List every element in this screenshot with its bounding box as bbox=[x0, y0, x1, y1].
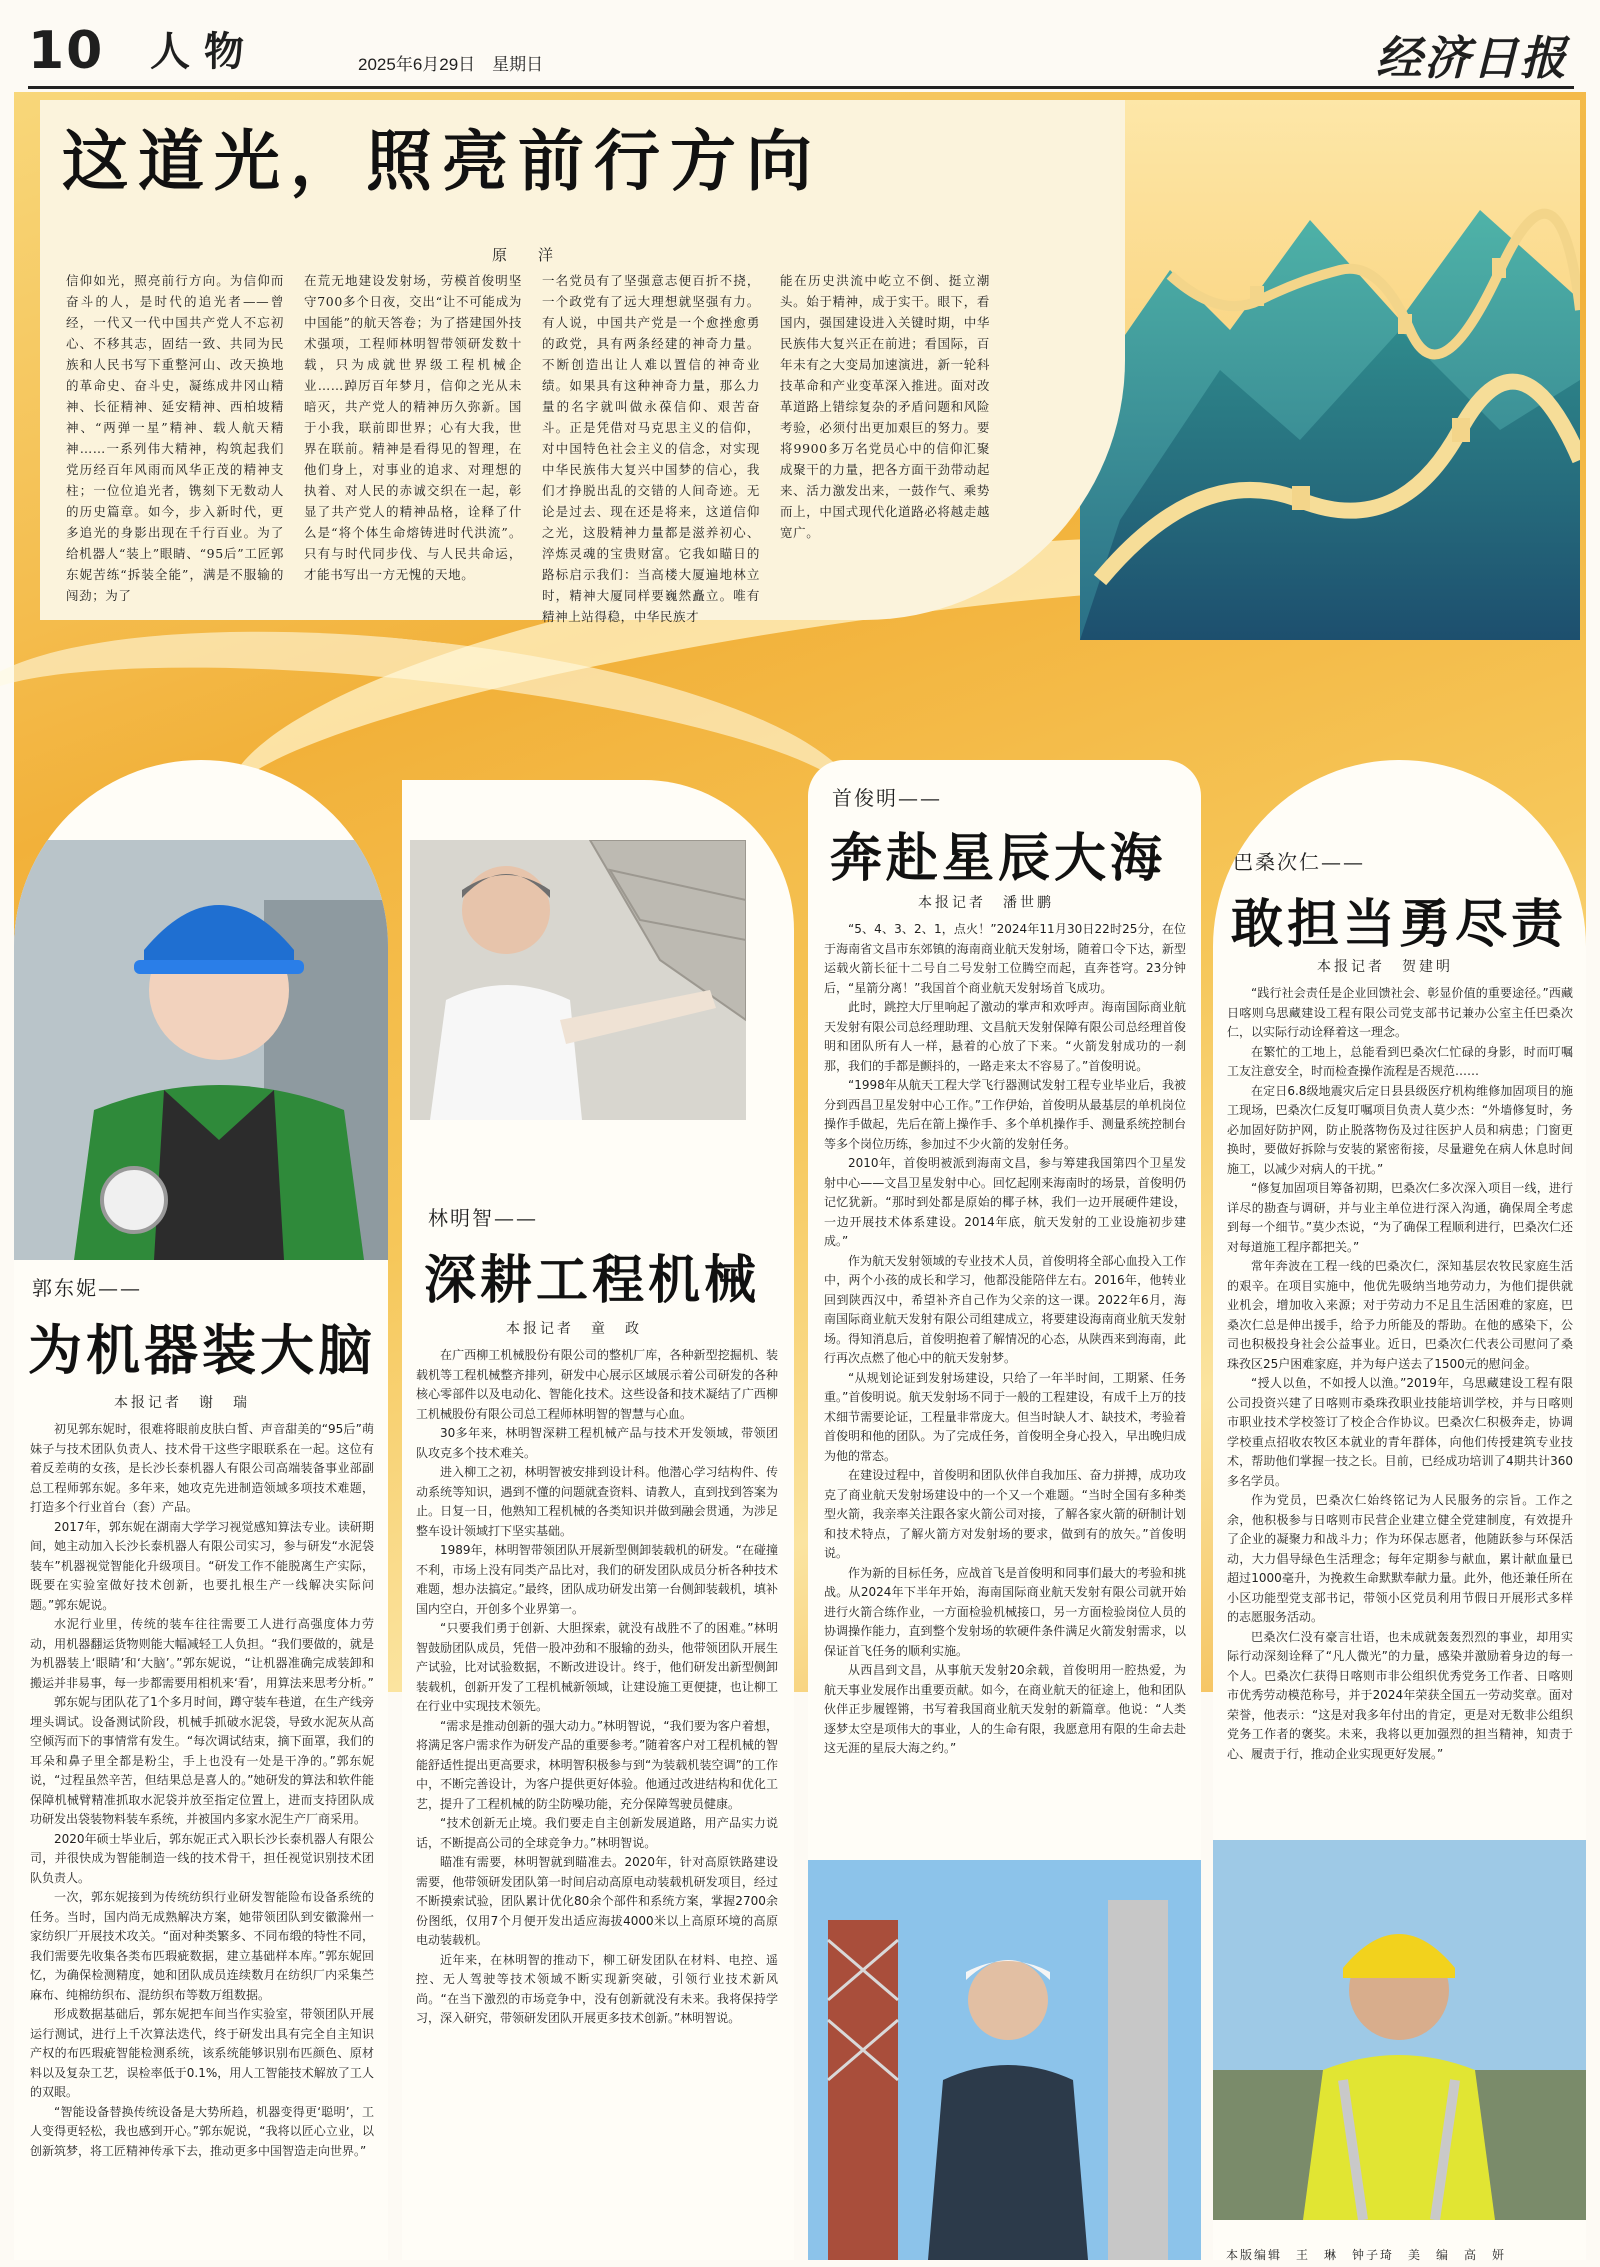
paragraph: 巴桑次仁没有豪言壮语，也未成就轰轰烈烈的事业，却用实际行动深刻诠释了“凡人微光”的力量，感染并激励着身边的每一个人。巴桑次仁获得日喀则市非公组织优秀党务工作者、日喀则市优秀劳动模范称号，并于2024年荣获全国五一劳动奖章。面对荣誉，他表示：“这是对我多年付出的肯定，更是对无数非公组织党务工作者的褒奖。未来，我将以更加强烈的担当精神，知责于心、履责于行，推动企业实现更好发展。” bbox=[1227, 1629, 1573, 1761]
publication-date: 2025年6月29日 星期日 bbox=[358, 55, 544, 74]
article-kicker: 郭东妮—— bbox=[32, 1276, 142, 1300]
paragraph: 水泥行业里，传统的装车往往需要工人进行高强度体力劳动，用机器翻运货物则能大幅减轻工人负担。“我们要做的，就是为机器装上‘眼睛’和‘大脑’。”郭东妮说，“让机器准确完成装卸和搬运并非易事，每一步都需要用相机来‘看’，用算法来思考分析。” bbox=[30, 1617, 374, 1690]
paragraph: 在广西柳工机械股份有限公司的整机厂库，各种新型挖掘机、装载机等工程机械整齐排列，研发中心展示区域展示着公司研发的各种核心零部件以及电动化、智能化技术。这些设备和技术凝结了广西柳工机械股份有限公司总工程师林明智的智慧与心血。 bbox=[416, 1348, 778, 1421]
paragraph: 近年来，在林明智的推动下，柳工研发团队在材料、电控、遥控、无人驾驶等技术领域不断实现新突破，引领行业技术新风尚。“在当下激烈的市场竞争中，没有创新就没有未来。我将保持学习，深入研究，带领研发团队开展更多技术创新。”林明智说。 bbox=[416, 1952, 778, 2025]
article-lin-mingzhi bbox=[402, 780, 794, 2260]
great-wall-illustration bbox=[1080, 100, 1580, 640]
paragraph: 作为新的目标任务，应战首飞是首俊明和同事们最大的考验和挑战。从2024年下半年开始，海南国际商业航天发射有限公司就开始进行火箭合练作业，一方面检验机械接口，另一方面检验岗位人员的协调操作能力，直到整个发射场的软硬件条件满足火箭发射需求，以保证首飞任务的顺利实施。 bbox=[824, 1565, 1186, 1658]
paragraph: 2020年硕士毕业后，郭东妮正式入职长沙长泰机器人有限公司，并很快成为智能制造一线的技术骨干，担任视觉识别技术团队负责人。 bbox=[30, 1831, 374, 1885]
paragraph: 在繁忙的工地上，总能看到巴桑次仁忙碌的身影，时而叮嘱工友注意安全，时而检查操作流程是否规范…… bbox=[1227, 1044, 1573, 1078]
lead-column-1: 信仰如光，照亮前行方向。为信仰而奋斗的人，是时代的追光者——曾经，一代又一代中国共产党人不忘初心、不移其志，固结一致、共同为民族和人民书写下重整河山、改天换地的革命史、奋斗史，凝练成井冈山精神、长征精神、延安精神、西柏坡精神、“两弹一星”精神、载人航天精神……一系列伟大精神，构筑起我们党历经百年风雨而风华正茂的精神支柱；一位位追光者，镌刻下无数动人的历史篇章。如今，步入新时代，更多追光的身影出现在千行百业。为了给机器人“装上”眼睛、“95后”工匠郭东妮苦练“拆装全能”，满是不服输的闯劲；为了 bbox=[66, 273, 284, 603]
paragraph: 初见郭东妮时，很难将眼前皮肤白皙、声音甜美的“95后”萌妹子与技术团队负责人、技术骨干这些字眼联系在一起。这位有着反差萌的女孩，是长沙长泰机器人有限公司高端装备事业部副总工程师郭东妮。多年来，她攻克先进制造领域多项技术难题，打造多个行业首台（套）产品。 bbox=[30, 1422, 374, 1514]
newspaper-masthead: 经济日报 bbox=[1376, 31, 1568, 85]
lead-column-4: 能在历史洪流中屹立不倒、挺立潮头。始于精神，成于实干。眼下，看国内，强国建设进入关键时期，中华民族伟大复兴正在前进；看国际，百年未有之大变局加速演进，新一轮科技革命和产业变革深入推进。面对改革道路上错综复杂的矛盾问题和风险考验，必须付出更加艰巨的努力。要将9900多万名党员心中的信仰汇聚成聚干的力量，把各方面干劲带动起来、活力激发出来，一鼓作气、乘势而上，中国式现代化道路必将越走越宽广。 bbox=[780, 273, 990, 540]
paragraph: 在建设过程中，首俊明和团队伙伴自我加压、奋力拼搏，成功攻克了商业航天发射场建设中的一个又一个难题。“当时全国有多种类型火箭，我亲率关注跟各家火箭公司对接，了解各家火箭的研制计划和技术特点，了解火箭方对发射场的要求，做到有的放矢。”首俊明说。 bbox=[824, 1468, 1186, 1560]
paragraph: 郭东妮与团队花了1个多月时间，蹲守装车巷道，在生产线旁埋头调试。设备测试阶段，机械手抓破水泥袋，导致水泥灰从高空倾泻而下的事情常有发生。“每次调试结束，摘下面罩，我们的耳朵和鼻子里全都是粉尘，手上也没有一处是干净的。”郭东妮说，“过程虽然辛苦，但结果总是喜人的。”她研发的算法和软件能保障机械臂精准抓取水泥袋并放至指定位置上，进而支持团队成功研发出袋装物料装车系统，并被国内多家水泥生产厂商采用。 bbox=[30, 1695, 374, 1826]
launch-site-photo bbox=[808, 1860, 1201, 2260]
page-number: 10 bbox=[28, 21, 105, 81]
paragraph: 进入柳工之初，林明智被安排到设计科。他潜心学习结构件、传动系统等知识，遇到不懂的问题就查资料、请教人，直到找到答案为止。日复一日，他熟知工程机械的各类知识并做到融会贯通，为涉足整车设计领域打下坚实基础。 bbox=[416, 1465, 778, 1538]
paragraph: “需求是推动创新的强大动力。”林明智说，“我们要为客户着想，将满足客户需求作为研发产品的重要参考。”随着客户对工程机械的智能舒适性提出更高要求，林明智积极参与到“为装载机装空调”的工作中，不断完善设计，为客户提供更好体验。他通过改进结构和优化工艺，提升了工程机械的防尘防噪功能，充分保障驾驶员健康。 bbox=[416, 1718, 778, 1811]
article-byline: 本报记者 谢 瑞 bbox=[114, 1395, 250, 1411]
article-guo-dongni bbox=[14, 760, 388, 2260]
paragraph: 一次，郭东妮接到为传统纺织行业研发智能险布设备系统的任务。当时，国内尚无成熟解决方案，她带领团队到安徽滁州一家纺织厂开展技术攻关。“面对种类繁多、不同布缎的特性不同，我们需要先收集各类布匹瑕疵数据，建立基础样本库。”郭东妮回忆，为确保检测精度，她和团队成员连续数月在纺织厂内采集苎麻布、纯棉纺织布、混纺织布等数万组数据。 bbox=[30, 1890, 374, 2002]
article-body bbox=[1227, 984, 1573, 1764]
engineer-portrait-photo bbox=[410, 840, 746, 1120]
paragraph: 此时，跳控大厅里响起了激动的掌声和欢呼声。海南国际商业航天发射有限公司总经理助理、文昌航天发射保障有限公司总经理首俊明和团队所有人一样，悬着的心放了下来。“火箭发射成功的一刹那，我们的手都是颤抖的，一路走来太不容易了。”首俊明说。 bbox=[824, 1000, 1186, 1073]
page-header bbox=[28, 20, 1574, 89]
article-headline: 为机器装大脑 bbox=[28, 1318, 376, 1382]
article-headline: 奔赴星辰大海 bbox=[830, 828, 1167, 889]
paragraph: 常年奔波在工程一线的巴桑次仁，深知基层农牧民家庭生活的艰辛。在项目实施中，他优先吸纳当地劳动力，为他们提供就业机会，增加收入来源；对于劳动力不足且生活困难的家庭，巴桑次仁总是伸出援手，给予力所能及的帮助。在他的感染下，公司也积极投身社会公益事业。近日，巴桑次仁代表公司慰问了桑珠孜区25户困难家庭，并为每户送去了1500元的慰问金。 bbox=[1227, 1259, 1573, 1371]
section-title: 人物 bbox=[150, 29, 258, 75]
editor-credit: 本版编辑 王 琳 钟子琦 美 编 高 妍 bbox=[1226, 2248, 1507, 2262]
article-body bbox=[416, 1346, 778, 2029]
worker-portrait-photo bbox=[14, 840, 388, 1260]
article-body bbox=[824, 920, 1186, 1759]
paragraph: 2010年，首俊明被派到海南文昌，参与筹建我国第四个卫星发射中心——文昌卫星发射中心。回忆起刚来海南时的场景，首俊明仍记忆犹新。“那时到处都是原始的椰子林，我们一边开展硬件建设，一边开展技术体系建设。2014年底，航天发射的工业设施初步建成。” bbox=[824, 1156, 1186, 1248]
article-headline: 深耕工程机械 bbox=[424, 1250, 761, 1311]
paragraph: 2017年，郭东妮在湖南大学学习视觉感知算法专业。读研期间，她主动加入长沙长泰机器人有限公司实习，参与研发“水泥袋装车”机器视觉智能化升级项目。“研发工作不能脱离生产实际，既要在实验室做好技术创新，也要扎根生产一线解决实际问题。”郭东妮说。 bbox=[30, 1519, 374, 1612]
article-kicker: 巴桑次仁—— bbox=[1233, 850, 1365, 874]
article-shou-junming bbox=[808, 760, 1201, 2260]
lead-author: 原 洋 bbox=[492, 246, 562, 264]
paragraph: “从规划论证到发射场建设，只给了一年半时间，工期紧、任务重。”首俊明说。航天发射场不同于一般的工程建设，有成千上万的技术细节需要论证，工程量非常庞大。但当时缺人才、缺技术，考验着首俊明和他的团队。为了完成任务，首俊明全身心投入，早出晚归成为他的常态。 bbox=[824, 1370, 1186, 1463]
paragraph: 1989年，林明智带领团队开展新型侧卸装载机的研发。“在碰撞不利，市场上没有同类产品比对，我们的研发团队成员分析各种技术难题，想办法搞定。”最终，团队成功研发出第一台侧卸装载机，填补国内空白，开创多个业界第一。 bbox=[416, 1543, 778, 1616]
paragraph: “践行社会责任是企业回馈社会、彰显价值的重要途径。”西藏日喀则乌思藏建设工程有限公司党支部书记兼办公室主任巴桑次仁，以实际行动诠释着这一理念。 bbox=[1227, 986, 1573, 1039]
paragraph: 从西昌到文昌，从事航天发射20余载，首俊明用一腔热爱，为航天事业发展作出重要贡献。如今，在商业航天的征途上，他和团队伙伴正步履铿锵，书写着我国商业航天发射的新篇章。他说：“人类逐梦太空是项伟大的事业，人的生命有限，我愿意用有限的生命去赴这无涯的星辰大海之约。” bbox=[824, 1663, 1186, 1755]
paragraph: “只要我们勇于创新、大胆探索，就没有战胜不了的困难。”林明智鼓励团队成员，凭借一股冲劲和不服输的劲头，他带领团队开展生产试验，比对试验数据，不断改进设计。终于，他们研发出新型侧卸装载机，创新开发了工程机械新领域，让建设施工更便捷，也让柳工在行业中实现技术领先。 bbox=[416, 1621, 778, 1713]
article-byline: 本报记者 贺建明 bbox=[1317, 959, 1453, 975]
paragraph: 作为党员，巴桑次仁始终铭记为人民服务的宗旨。工作之余，他积极参与日喀则市民营企业建立健全党建制度，有效提升了企业的凝聚力和战斗力；作为环保志愿者，他随跃参与环保活动，大力倡导绿色生活理念；每年定期参与献血，累计献血量已超过1000毫升，为挽救生命默默奉献力量。此外，他还兼任所在小区功能型党支部书记，带领小区党员利用节假日开展形式多样的志愿服务活动。 bbox=[1227, 1493, 1573, 1624]
article-basang-ciren bbox=[1213, 760, 1586, 2260]
paragraph: “授人以鱼，不如授人以渔。”2019年，乌思藏建设工程有限公司投资兴建了日喀则市桑珠孜职业技能培训学校，并与日喀则市职业技术学校签订了校企合作协议。巴桑次仁积极奔走，协调学校重点招收农牧区本就业的青年群体，向他们传授建筑专业技术，帮助他们掌握一技之长。目前，已经成功培训了4期共计360多名学员。 bbox=[1227, 1376, 1573, 1488]
paragraph: “1998年从航天工程大学飞行器测试发射工程专业毕业后，我被分到西昌卫星发射中心工作。”工作伊始，首俊明从最基层的单机岗位操作手做起，先后在箭上操作手、多个单机操作手、测量系统控制台等多个岗位历练，参加过不少火箭的发射任务。 bbox=[824, 1078, 1186, 1151]
paragraph: “智能设备替换传统设备是大势所趋，机器变得更‘聪明’，工人变得更轻松，我也感到开心。”郭东妮说，“我将以匠心立业，以创新筑梦，将工匠精神传承下去，推动更多中国智造走向世界。” bbox=[30, 2104, 374, 2158]
lead-title: 这道光，照亮前行方向 bbox=[62, 122, 822, 200]
lead-column-3: 一名党员有了坚强意志便百折不挠，一个政党有了远大理想就坚强有力。有人说，中国共产党是一个愈挫愈勇的政党，具有两条经建的神奇力量。不断创造出让人难以置信的神奇业绩。如果具有这种神奇力量，那么力量的名字就叫做永葆信仰、艰苦奋斗。正是凭借对马克思主义的信仰，对中国特色社会主义的信念，对实现中华民族伟大复兴中国梦的信心，我们才挣脱出乱的交错的人间奇迹。无论是过去、现在还是将来，这道信仰之光，这股精神力量都是滋养初心、淬炼灵魂的宝贵财富。它我如瞄日的路标启示我们：当高楼大厦遍地林立时，精神大厦同样要巍然矗立。唯有精神上站得稳，中华民族才 bbox=[542, 273, 760, 624]
article-body bbox=[30, 1420, 374, 2161]
paragraph: “技术创新无止境。我们要走自主创新发展道路，用产品实力说话，不断提高公司的全球竞争力。”林明智说。 bbox=[416, 1816, 778, 1850]
paragraph: “修复加固项目筹备初期，巴桑次仁多次深入项目一线，进行详尽的勘查与调研，并与业主单位进行深入沟通，确保周全考虑到每一个细节。”莫少杰说，“为了确保工程顺利进行，巴桑次仁还对每道施工程序都把关。” bbox=[1227, 1181, 1573, 1254]
paragraph: 形成数据基础后，郭东妮把车间当作实验室，带领团队开展运行测试，进行上千次算法迭代，终于研发出具有完全自主知识产权的布匹瑕疵智能检测系统，该系统能够识别布匹颜色、原材料以及复杂工艺，误检率低于0.1%，用人工智能技术解放了工人的双眼。 bbox=[30, 2007, 374, 2099]
construction-worker-photo bbox=[1213, 1840, 1586, 2220]
article-headline: 敢担当勇尽责 bbox=[1231, 894, 1568, 955]
paragraph: 在定日6.8级地震灾后定日县县级医疗机构维修加固项目的施工现场，巴桑次仁反复叮嘱项目负责人莫少杰：“外墙修复时，务必加固好防护网，防止脱落物伤及过往医护人员和病患；门窗更换时，要做好拆除与安装的紧密衔接，尽量避免在病人休息时间施工，以减少对病人的干扰。” bbox=[1227, 1083, 1573, 1176]
paragraph: 瞄准有需要，林明智就到瞄准去。2020年，针对高原铁路建设需要，他带领研发团队第一时间启动高原电动装载机研发项目，经过不断摸索试验，团队累计优化80余个部件和系统方案，掌握2700余份图纸，仅用7个月便开发出适应海拔4000米以上高原环境的高原电动装载机。 bbox=[416, 1855, 778, 1947]
paragraph: 作为航天发射领域的专业技术人员，首俊明将全部心血投入工作中，两个小孩的成长和学习，他都没能陪伴左右。2016年，他转业回到陕西汉中，希望补齐自己作为父亲的这一课。2022年6月，海南国际商业航天发射有限公司组建成立，将要建设海南商业航天发射场。得知消息后，首俊明抱着了解情况的心态，从陕西来到海南，此行再次点燃了他心中的航天发射梦。 bbox=[824, 1253, 1186, 1365]
article-kicker: 首俊明—— bbox=[832, 786, 942, 810]
article-byline: 本报记者 潘世鹏 bbox=[918, 895, 1054, 911]
paragraph: 30多年来，林明智深耕工程机械产品与技术开发领域，带领团队攻克多个技术难关。 bbox=[416, 1426, 778, 1460]
article-byline: 本报记者 童 政 bbox=[506, 1321, 642, 1337]
article-kicker: 林明智—— bbox=[428, 1206, 538, 1230]
lead-column-2: 在荒无地建设发射场，劳模首俊明坚守700多个日夜，交出“让不可能成为中国能”的航天答卷；为了搭建国外技术强项，工程师林明智带领研发数十载，只为成就世界级工程机械企业……踔厉百年梦月，信仰之光从未暗灭，共产党人的精神历久弥新。国于小我，联前即世界；心有大我，世界在联前。精神是看得见的智理，在他们身上，对事业的追求、对理想的执着、对人民的赤诚交织在一起，彰显了共产党人的精神品格，诠释了什么是“将个体生命熔铸进时代洪流”。只有与时代同步伐、与人民共命运，才能书写出一方无愧的天地。 bbox=[304, 273, 522, 582]
paragraph: “5、4、3、2、1，点火！”2024年11月30日22时25分，在位于海南省文昌市东郊镇的海南商业航天发射场，随着口令下达，新型运载火箭长征十二号自二号发射工位腾空而起，直奔苍穹。23分钟后，“星箭分离！”我国首个商业航天发射场首飞成功。 bbox=[824, 922, 1186, 995]
